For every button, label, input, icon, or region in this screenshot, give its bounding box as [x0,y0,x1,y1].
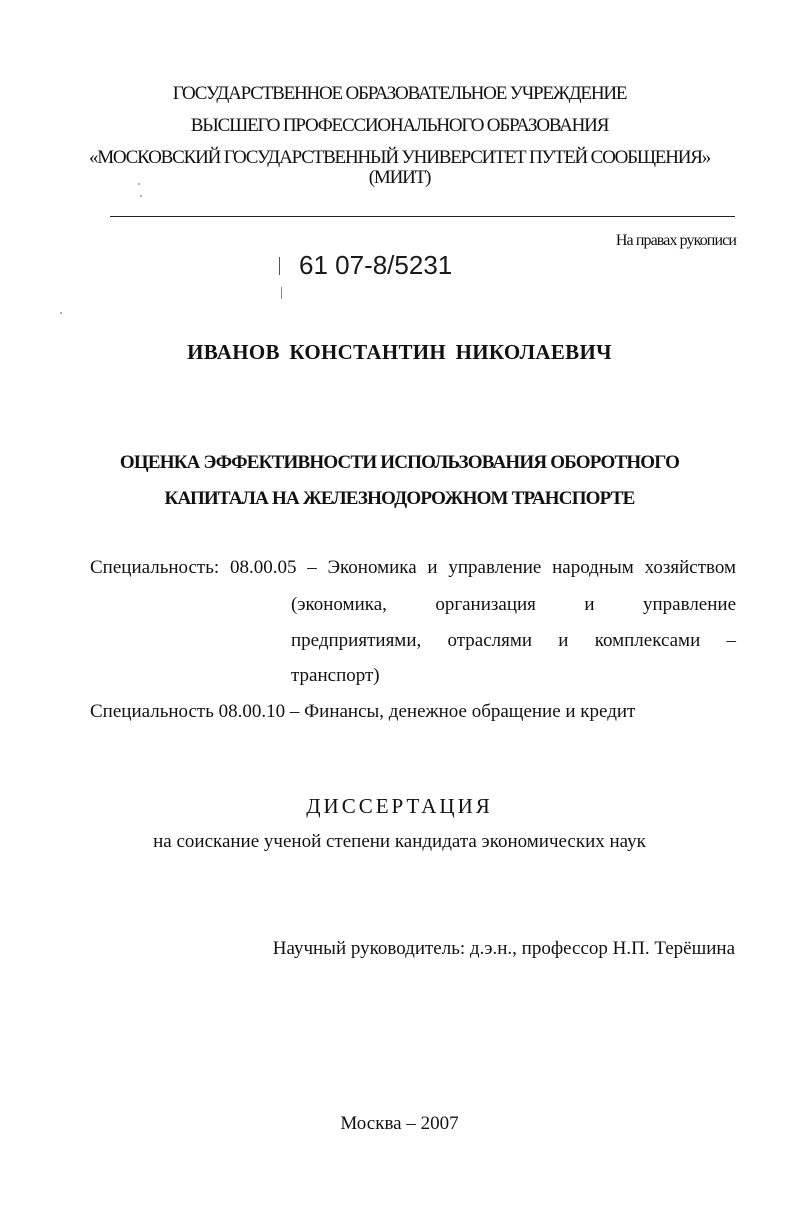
specialty-1-line-2: (экономика, организация и управление [291,594,736,615]
city-year: Москва – 2007 [340,1113,459,1134]
header-divider [110,216,735,217]
specialty-1-line-4: транспорт) [291,665,380,686]
catalog-code: 61 07-8/5231 [299,250,453,280]
scan-speck [138,183,140,185]
thesis-title-line-2: КАПИТАЛА НА ЖЕЛЕЗНОДОРОЖНОМ ТРАНСПОРТЕ [164,488,635,509]
thesis-title-line-1: ОЦЕНКА ЭФФЕКТИВНОСТИ ИСПОЛЬЗОВАНИЯ ОБОРОТНОГО [119,452,680,473]
institution-line-2: ВЫСШЕГО ПРОФЕССИОНАЛЬНОГО ОБРАЗОВАНИЯ [190,115,609,136]
rights-note: На правах рукописи [615,232,736,249]
specialty-2: Специальность 08.00.10 – Финансы, денежное обращение и кредит [90,701,636,722]
author-name: ИВАНОВ КОНСТАНТИН НИКОЛАЕВИЧ [187,340,612,364]
specialty-1-line-1: Специальность: 08.00.05 – Экономика и управление народным хозяйством [90,557,736,578]
institution-line-4: (МИИТ) [368,167,431,188]
supervisor: Научный руководитель: д.э.н., профессор Н.П. Терёшина [272,938,735,959]
degree-line: на соискание ученой степени кандидата экономических наук [153,831,646,852]
scan-speck [60,312,62,314]
stamp-mark [279,257,280,275]
institution-line-3: «МОСКОВСКИЙ ГОСУДАРСТВЕННЫЙ УНИВЕРСИТЕТ ПУТЕЙ СООБЩЕНИЯ» [88,147,711,168]
stamp-mark-lower [281,287,282,299]
specialty-1-line-3: предприятиями, отраслями и комплексами – [291,630,736,651]
scan-speck [140,195,142,197]
document-type: ДИССЕРТАЦИЯ [306,794,493,818]
institution-line-1: ГОСУДАРСТВЕННОЕ ОБРАЗОВАТЕЛЬНОЕ УЧРЕЖДЕНИЕ [172,83,627,104]
